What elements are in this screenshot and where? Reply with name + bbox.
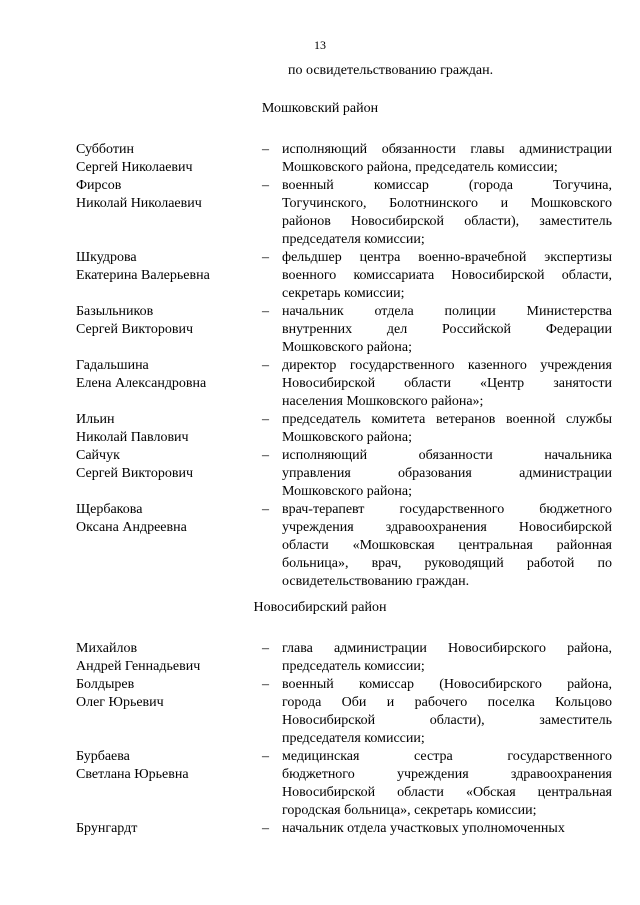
member-role [282, 411, 612, 447]
member-given-names: Сергей Викторович [76, 322, 194, 337]
member-role [282, 640, 612, 676]
member-name [76, 411, 256, 447]
dash-separator: – [262, 358, 269, 373]
member-name [76, 177, 256, 213]
member-role [282, 447, 612, 501]
member-name [76, 357, 256, 393]
member-name [76, 748, 256, 784]
member-surname: Сайчук [76, 448, 120, 463]
role-line: Новосибирской области «Центр занятости [282, 376, 612, 391]
role-line: внутренних дел Российской Федерации [282, 322, 612, 337]
role-line: военный комиссар (Новосибирского района, [282, 677, 612, 692]
member-role [282, 141, 612, 177]
continuation-line: по освидетельствованию граждан. [288, 63, 494, 78]
role-line: районов Новосибирской области), заместитель [282, 214, 612, 229]
member-surname: Фирсов [76, 178, 122, 193]
role-line: исполняющий обязанности главы администрации [282, 142, 612, 157]
dash-separator: – [262, 412, 269, 427]
dash-separator: – [262, 142, 269, 157]
dash-separator: – [262, 502, 269, 517]
role-line: Новосибирской области), заместитель [282, 713, 612, 728]
role-line: Мошковского района; [282, 430, 412, 445]
member-name [76, 676, 256, 712]
role-line: Мошковского района; [282, 340, 412, 355]
role-line: военного комиссариата Новосибирской области, [282, 268, 612, 283]
role-line: освидетельствованию граждан. [282, 574, 470, 589]
role-line: фельдшер центра военно-врачебной экспертизы [282, 250, 612, 265]
member-name [76, 447, 256, 483]
role-line: военный комиссар (города Тогучина, [282, 178, 612, 193]
member-surname: Бурбаева [76, 749, 130, 764]
member-surname: Щербакова [76, 502, 143, 517]
role-line: начальник отдела полиции Министерства [282, 304, 612, 319]
role-line: управления образования администрации [282, 466, 612, 481]
member-given-names: Елена Александровна [76, 376, 207, 391]
member-given-names: Сергей Викторович [76, 466, 194, 481]
member-given-names: Оксана Андреевна [76, 520, 187, 535]
dash-separator: – [262, 178, 269, 193]
dash-separator: – [262, 749, 269, 764]
role-line: глава администрации Новосибирского района, [282, 641, 612, 656]
member-role [282, 501, 612, 591]
member-surname: Болдырев [76, 677, 135, 692]
role-line: области «Мошковская центральная районная [282, 538, 612, 553]
member-given-names: Николай Павлович [76, 430, 189, 445]
role-line: бюджетного учреждения здравоохранения [282, 767, 612, 782]
role-line: председателя комиссии; [282, 232, 425, 247]
role-line: учреждения здравоохранения Новосибирской [282, 520, 612, 535]
member-name [76, 501, 256, 537]
role-line: больница», врач, руководящий работой по [282, 556, 612, 571]
role-line: директор государственного казенного учреждения [282, 358, 612, 373]
member-role [282, 820, 612, 838]
member-name [76, 141, 256, 177]
role-line: председатель комиссии; [282, 659, 425, 674]
member-surname: Гадальшина [76, 358, 149, 373]
member-surname: Базыльников [76, 304, 154, 319]
member-role [282, 676, 612, 748]
member-name [76, 303, 256, 339]
role-line: медицинская сестра государственного [282, 749, 612, 764]
page-number: 13 [314, 38, 326, 52]
member-role [282, 357, 612, 411]
member-given-names: Екатерина Валерьевна [76, 268, 210, 283]
dash-separator: – [262, 641, 269, 656]
member-given-names: Светлана Юрьевна [76, 767, 189, 782]
role-line: секретарь комиссии; [282, 286, 405, 301]
member-role [282, 177, 612, 249]
member-name [76, 820, 256, 838]
role-line: Новосибирской области «Обская центральная [282, 785, 612, 800]
member-role [282, 303, 612, 357]
role-line: исполняющий обязанности начальника [282, 448, 612, 463]
member-surname: Шкудрова [76, 250, 137, 265]
role-line: Мошковского района; [282, 484, 412, 499]
member-given-names: Олег Юрьевич [76, 695, 164, 710]
dash-separator: – [262, 677, 269, 692]
member-role [282, 748, 612, 820]
member-surname: Ильин [76, 412, 115, 427]
member-name [76, 640, 256, 676]
member-role [282, 249, 612, 303]
dash-separator: – [262, 821, 269, 836]
role-line: председатель комитета ветеранов военной службы [282, 412, 612, 427]
role-line: председателя комиссии; [282, 731, 425, 746]
member-name [76, 249, 256, 285]
member-given-names: Николай Николаевич [76, 196, 202, 211]
role-line: Мошковского района, председатель комиссии; [282, 160, 558, 175]
role-line: начальник отдела участковых уполномоченных [282, 821, 565, 836]
member-surname: Брунгардт [76, 821, 138, 836]
role-line: населения Мошковского района»; [282, 394, 484, 409]
section-heading-moshkovsky: Мошковский район [261, 101, 379, 116]
role-line: города Оби и рабочего поселка Кольцово [282, 695, 612, 710]
role-line: городская больница», секретарь комиссии; [282, 803, 537, 818]
dash-separator: – [262, 304, 269, 319]
role-line: врач-терапевт государственного бюджетного [282, 502, 612, 517]
member-surname: Субботин [76, 142, 134, 157]
dash-separator: – [262, 448, 269, 463]
member-given-names: Андрей Геннадьевич [76, 659, 201, 674]
section-heading-novosibirsky: Новосибирский район [253, 600, 387, 615]
member-surname: Михайлов [76, 641, 138, 656]
role-line: Тогучинского, Болотнинского и Мошковского [282, 196, 612, 211]
dash-separator: – [262, 250, 269, 265]
member-given-names: Сергей Николаевич [76, 160, 193, 175]
